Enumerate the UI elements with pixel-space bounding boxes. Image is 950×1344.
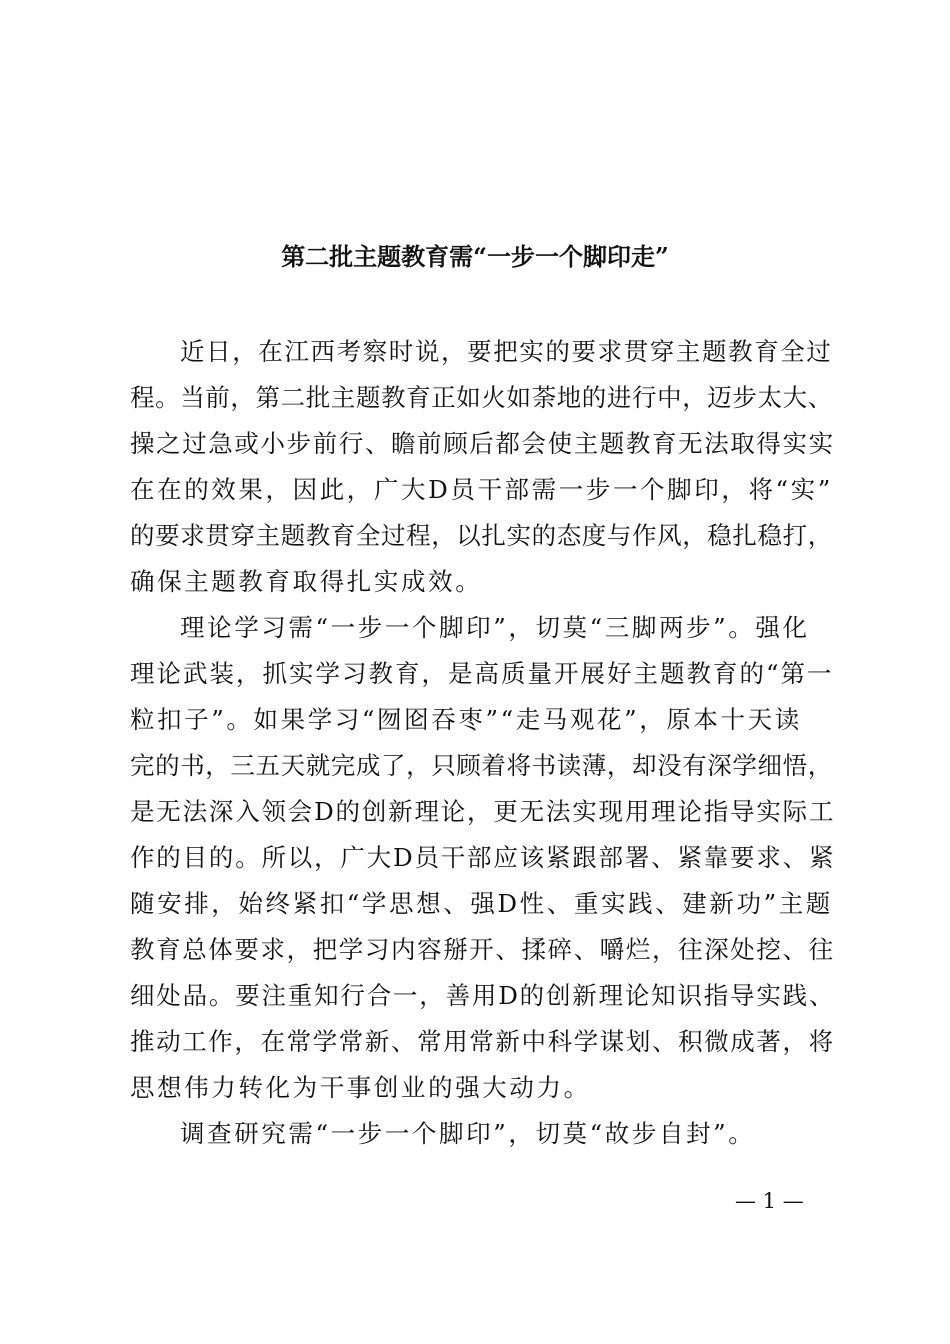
paragraph-2-line-4: 完的书，三五天就完成了，只顾着将书读薄，却没有深学细悟， — [130, 751, 833, 780]
paragraph-1-line-5: 的要求贯穿主题教育全过程，以扎实的态度与作风，稳扎稳打， — [130, 521, 833, 550]
paragraph-1-line-1: 近日，在江西考察时说，要把实的要求贯穿主题教育全过 — [180, 337, 833, 366]
paragraph-1-line-4: 在在的效果，因此，广大D员干部需一步一个脚印，将“实” — [130, 475, 833, 504]
paragraph-1-line-2: 程。当前，第二批主题教育正如火如荼地的进行中，迈步太大、 — [130, 383, 833, 412]
paragraph-2-line-5: 是无法深入领会D的创新理论，更无法实现用理论指导实际工 — [130, 797, 836, 826]
paragraph-2-line-10: 推动工作，在常学常新、常用常新中科学谋划、积微成著，将 — [130, 1027, 835, 1056]
document-title: 第二批主题教育需“一步一个脚印走” — [281, 242, 669, 271]
paragraph-2-line-11: 思想伟力转化为干事创业的强大动力。 — [130, 1073, 591, 1102]
paragraph-2-line-9: 细处品。要注重知行合一，善用D的创新理论知识指导实践、 — [130, 981, 836, 1010]
paragraph-3-line-1: 调查研究需“一步一个脚印”，切莫“故步自封”。 — [180, 1119, 756, 1148]
page-number: — 1 — — [735, 1189, 804, 1213]
paragraph-2-line-6: 作的目的。所以，广大D员干部应该紧跟部署、紧靠要求、紧 — [130, 843, 836, 872]
paragraph-2-line-2: 理论武装，抓实学习教育，是高质量开展好主题教育的“第一 — [130, 659, 834, 688]
paragraph-2-line-3: 粒扣子”。如果学习“囫囵吞枣”“走马观花”，原本十天读 — [130, 705, 802, 734]
paragraph-2-line-1: 理论学习需“一步一个脚印”，切莫“三脚两步”。强化 — [180, 613, 810, 642]
paragraph-1-line-6: 确保主题教育取得扎实成效。 — [130, 567, 483, 596]
paragraph-1-line-3: 操之过急或小步前行、瞻前顾后都会使主题教育无法取得实实 — [130, 429, 835, 458]
paragraph-2-line-8: 教育总体要求，把学习内容掰开、揉碎、嚼烂，往深处挖、往 — [130, 935, 835, 964]
paragraph-2-line-7: 随安排，始终紧扣“学思想、强D性、重实践、建新功”主题 — [130, 889, 833, 918]
